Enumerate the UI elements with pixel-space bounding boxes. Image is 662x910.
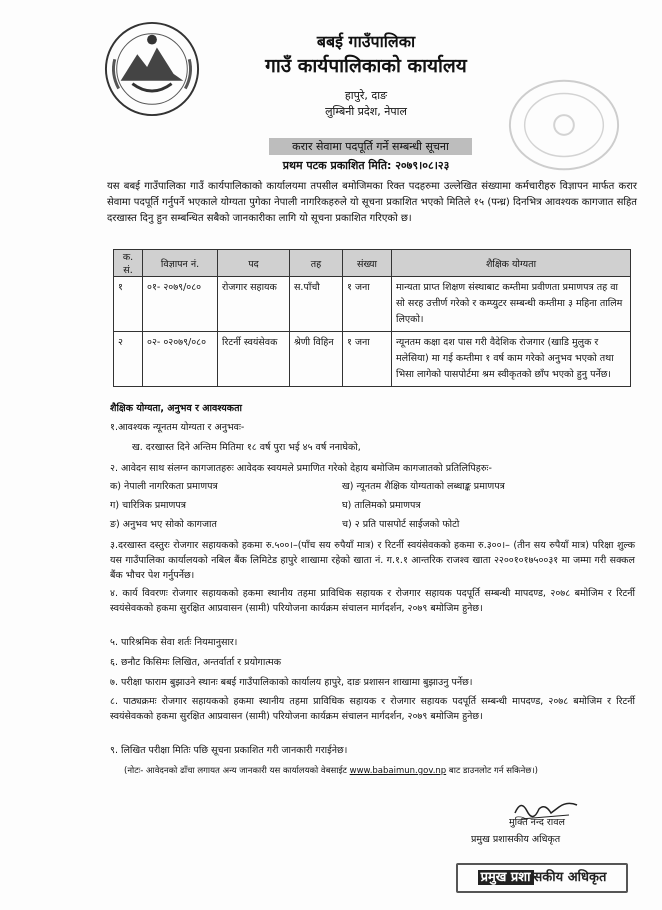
table-header-row <box>114 250 631 277</box>
cell: श्रेणी विहिन <box>290 332 343 387</box>
cell: मान्यता प्राप्त शिक्षण संस्थाबाट कम्तीमा प्रवीणता प्रमाणपत्र तह वा सो सरह उत्तीर्ण गरेको र कम्प्युटर सम्बन्धी कम्तीमा ३ महिना तालिम लिएको। <box>392 277 631 332</box>
section-7: ७. परीक्षा फाराम बुझाउने स्थानः बबई गाउँपालिकाको कार्यालय हापुरे, दाङ प्रशासन शाखामा बुझाउनु पर्नेछ। <box>110 677 473 688</box>
section-2: २. आवेदन साथ संलग्न कागजातहरुः आवेदक स्वयमले प्रमाणित गरेको देहाय बमोजिम कागजातको प्रतिलिपिहरुः- <box>110 463 492 474</box>
cell: ०२- ०२०७९/०८० <box>143 332 218 387</box>
table-row <box>114 332 631 387</box>
section-9: ९. लिखित परीक्षा मितिः पछि सूचना प्रकाशित गरी जानकारी गराईनेछ। <box>110 745 348 756</box>
cell: स.पाँचौ <box>290 277 343 332</box>
address-line-1: हापुरे, दाङ <box>344 89 388 102</box>
signatory-name: मुक्ति नन्द रावल <box>508 817 565 828</box>
doc-item: च) २ प्रति पासपोर्ट साईजको फोटो <box>342 519 460 530</box>
section-3: ३.दरखास्त दस्तुरः रोजगार सहायकको हकमा रु.५००।–(पाँच सय रुपैयाँ मात्र) र रिटर्नी स्वयंसेवकको हकमा रु.३००।– (तीन सय रुपैयाँ मात्र) परिक्षा शुल्क यस गाउँपालिका कार्यालयको नबिल बैंक लिमिटेड हापुरे शाखामा रहेको खाता नं. ग.१.१ आन्तरिक राजश्व खाता २२००१०१७५००३१ मा जम्मा गरी सक्कल बैंक भौचर पेश गर्नुपर्नेछ। <box>110 540 635 581</box>
doc-item: ग) चारित्रिक प्रमाणपत्र <box>110 500 186 511</box>
doc-item: ङ) अनुभव भए सोको कागजात <box>110 519 217 530</box>
cell: २ <box>114 332 143 387</box>
cell: १ जना <box>343 277 392 332</box>
cell: रोजगार सहायक <box>218 277 290 332</box>
section-4: ४. कार्य विवरणः रोजगार सहायकको हकमा स्थानीय तहमा प्राविधिक सहायक र रोजगार सहायक पदपूर्ति सम्बन्धी मापदण्ड, २०७८ बमोजिम र रिटर्नी स्वयंसेवकको हकमा सुरक्षित आप्रवासन (सामी) परियोजना कार्यक्रम संचालन मार्गदर्शन, २०७९ बमोजिम हुनेछ। <box>110 588 635 614</box>
note-text-end: बाट डाउनलोट गर्न सकिनेछ।) <box>446 766 538 776</box>
stamp-dark-part: प्रमुख प्रशा <box>478 870 534 885</box>
col-qualification: शैक्षिक योग्यता <box>392 250 631 277</box>
cell: १ जना <box>343 332 392 387</box>
doc-item: क) नेपाली नागरिकता प्रमाणपत्र <box>110 481 218 492</box>
note <box>124 764 649 778</box>
section-5: ५. पारिश्रमिक सेवा शर्तः नियमानुसार। <box>110 637 238 648</box>
docs-list <box>110 480 635 537</box>
cell: १ <box>114 277 143 332</box>
doc-item: घ) तालिमको प्रमाणपत्र <box>342 500 421 511</box>
signatory-title: प्रमुख प्रशासकीय अधिकृत <box>471 834 561 845</box>
section-1b: ख. दरखास्त दिने अन्तिम मितिमा १८ वर्ष पुरा भई ४५ वर्ष ननाघेको, <box>132 442 361 453</box>
col-ad-no: विज्ञापन नं. <box>143 250 218 277</box>
cell: रिटर्नी स्वयंसेवक <box>218 332 290 387</box>
vacancy-table <box>113 249 631 387</box>
publish-date: प्रथम पटक प्रकाशित मिति: २०७९।०८।२३ <box>282 159 450 172</box>
note-text: (नोटः- आवेदनको ढाँचा लगायत अन्य जानकारी यस कार्यालयको वेबसाईट <box>124 766 350 776</box>
section-6: ६. छनौट किसिमः लिखित, अन्तर्वार्ता र प्रयोगात्मक <box>110 657 282 668</box>
intro-paragraph: यस बबई गाउँपालिका गाउँ कार्यपालिकाको कार्यालयमा तपसील बमोजिमका रिक्त पदहरुमा उल्लेखित संख्यामा कर्मचारीहरु विज्ञापन मार्फत करार सेवामा पदपूर्ति गर्नुपर्ने भएकाले योग्यता पुगेका नेपाली नागरिकहरुले यो सूचना प्रकाशित भएको मितिले १५ (पन्ध्र) दिनभित्र आवश्यक कागजात सहित दरखास्त दिनु हुन सम्बन्धित सबैको जानकारीका लागि यो सूचना प्रकाशित गरिएको छ। <box>107 181 637 224</box>
office-name: गाउँ कार्यपालिकाको कार्यालय <box>265 55 467 77</box>
col-post: पद <box>218 250 290 277</box>
section-1: १.आवश्यक न्यूनतम योग्यता र अनुभवः- <box>110 422 245 433</box>
section-heading: शैक्षिक योग्यता, अनुभव र आवश्यकता <box>110 403 242 414</box>
designation-stamp <box>456 863 628 893</box>
cell: न्यूनतम कक्षा दश पास गरी वैदेशिक रोजगार (खाडि मुलुक र मलेसिया) मा गई कम्तीमा १ वर्ष काम गरेको अनुभव भएको तथा भिसा लागेको पासपोर्टमा श्रम स्वीकृतको छाँप भएको हुनु पर्नेछ। <box>392 332 631 387</box>
org-name: बबई गाउँपालिका <box>316 32 416 51</box>
notice-title: करार सेवामा पदपूर्ति गर्ने सम्बन्धी सूचना <box>269 138 472 155</box>
cell: ०१- २०७९/०८० <box>143 277 218 332</box>
section-8: ८. पाठ्यक्रमः रोजगार सहायकको हकमा स्थानीय तहमा प्राविधिक सहायक र रोजगार सहायक पदपूर्ति सम्बन्धी मापदण्ड, २०७८ बमोजिम र रिटर्नी स्वयंसेवकको हकमा सुरक्षित आप्रवासन (सामी) परियोजना कार्यक्रम संचालन मार्गदर्शन, २०७९ बमोजिम हुनेछ। <box>110 696 635 722</box>
col-sn: क. सं. <box>114 250 143 277</box>
col-count: संख्या <box>343 250 392 277</box>
website-link[interactable]: www.babaimun.gov.np <box>349 766 447 776</box>
table-row <box>114 277 631 332</box>
address-line-2: लुम्बिनी प्रदेश, नेपाल <box>325 105 407 118</box>
doc-item: ख) न्यूनतम शैक्षिक योग्यताको लब्धाङ्क प्रमाणपत्र <box>342 481 505 492</box>
stamp-rest-part: सकीय अधिकृत <box>533 870 607 885</box>
col-level: तह <box>290 250 343 277</box>
